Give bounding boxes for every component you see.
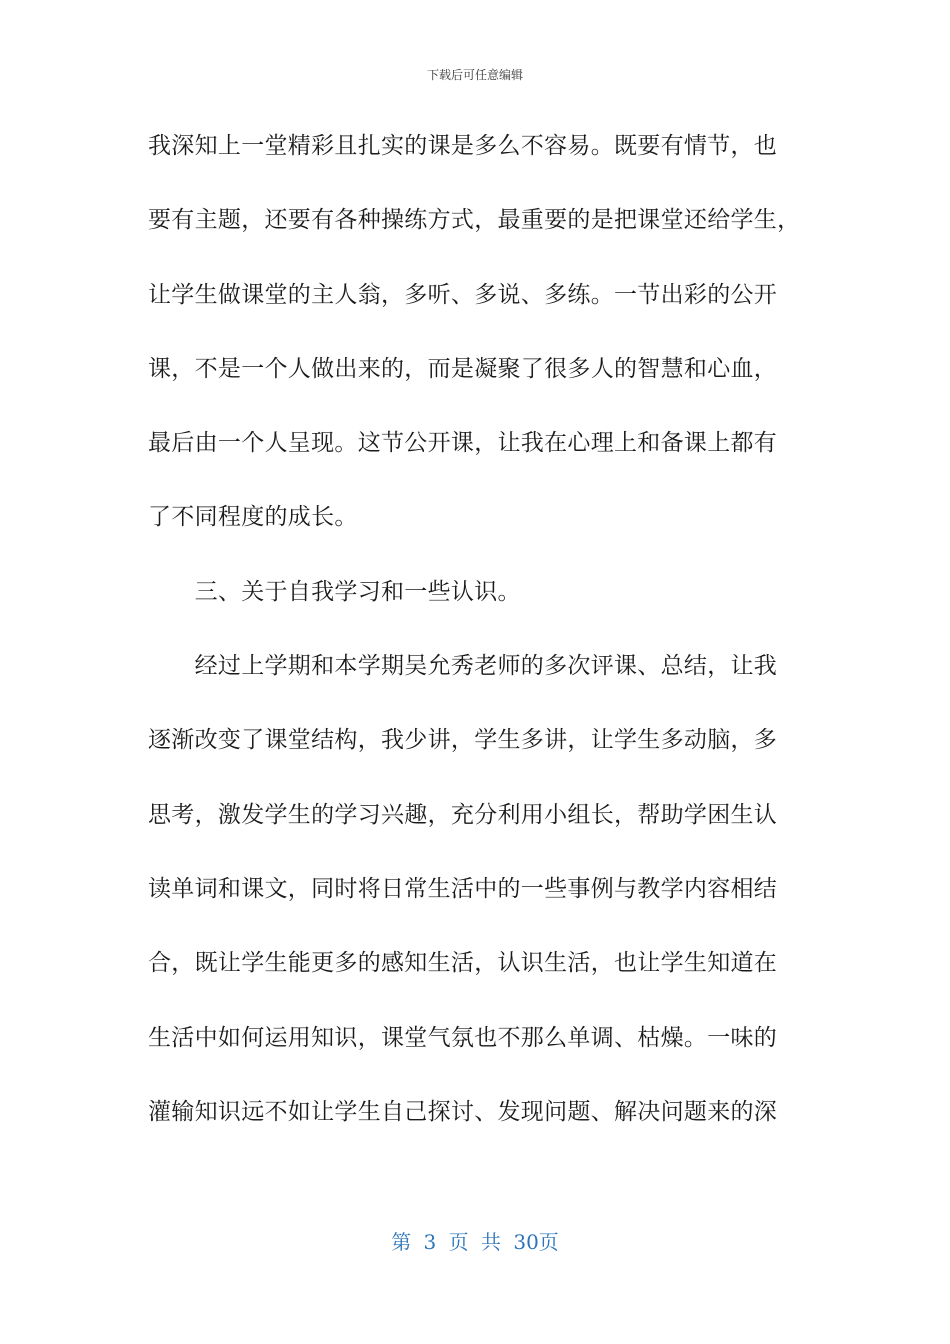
text-line: 课，不是一个人做出来的，而是凝聚了很多人的智慧和心血， [148, 355, 778, 382]
text-line: 让学生做课堂的主人翁，多听、多说、多练。一节出彩的公开 [148, 281, 778, 308]
text-line: 要有主题，还要有各种操练方式，最重要的是把课堂还给学生， [148, 207, 801, 234]
text-line: 我深知上一堂精彩且扎实的课是多么不容易。既要有情节，也 [148, 133, 778, 159]
text-line: 灌输知识远不如让学生自己探讨、发现问题、解决问题来的深 [148, 1098, 778, 1125]
text-line: 最后由一个人呈现。这节公开课，让我在心理上和备课上都有 [148, 430, 778, 457]
text-line: 经过上学期和本学期吴允秀老师的多次评课、总结，让我 [148, 653, 778, 680]
text-line: 合，既让学生能更多的感知生活，认识生活，也让学生知道在 [148, 950, 778, 977]
document-body [148, 122, 808, 1162]
text-line: 逐渐改变了课堂结构，我少讲，学生多讲，让学生多动脑，多 [148, 727, 778, 754]
section-heading: 三、关于自我学习和一些认识。 [148, 578, 521, 605]
text-line: 生活中如何运用知识，课堂气氛也不那么单调、枯燥。一味的 [148, 1024, 778, 1051]
text-line: 读单词和课文，同时将日常生活中的一些事例与教学内容相结 [148, 875, 778, 902]
page-footer: 第 3 页 共 30页 [391, 1230, 559, 1254]
text-line: 了不同程度的成长。 [148, 504, 358, 531]
page-header: 下载后可任意编辑 [426, 68, 523, 82]
text-line: 思考，激发学生的学习兴趣，充分利用小组长，帮助学困生认 [148, 801, 778, 828]
